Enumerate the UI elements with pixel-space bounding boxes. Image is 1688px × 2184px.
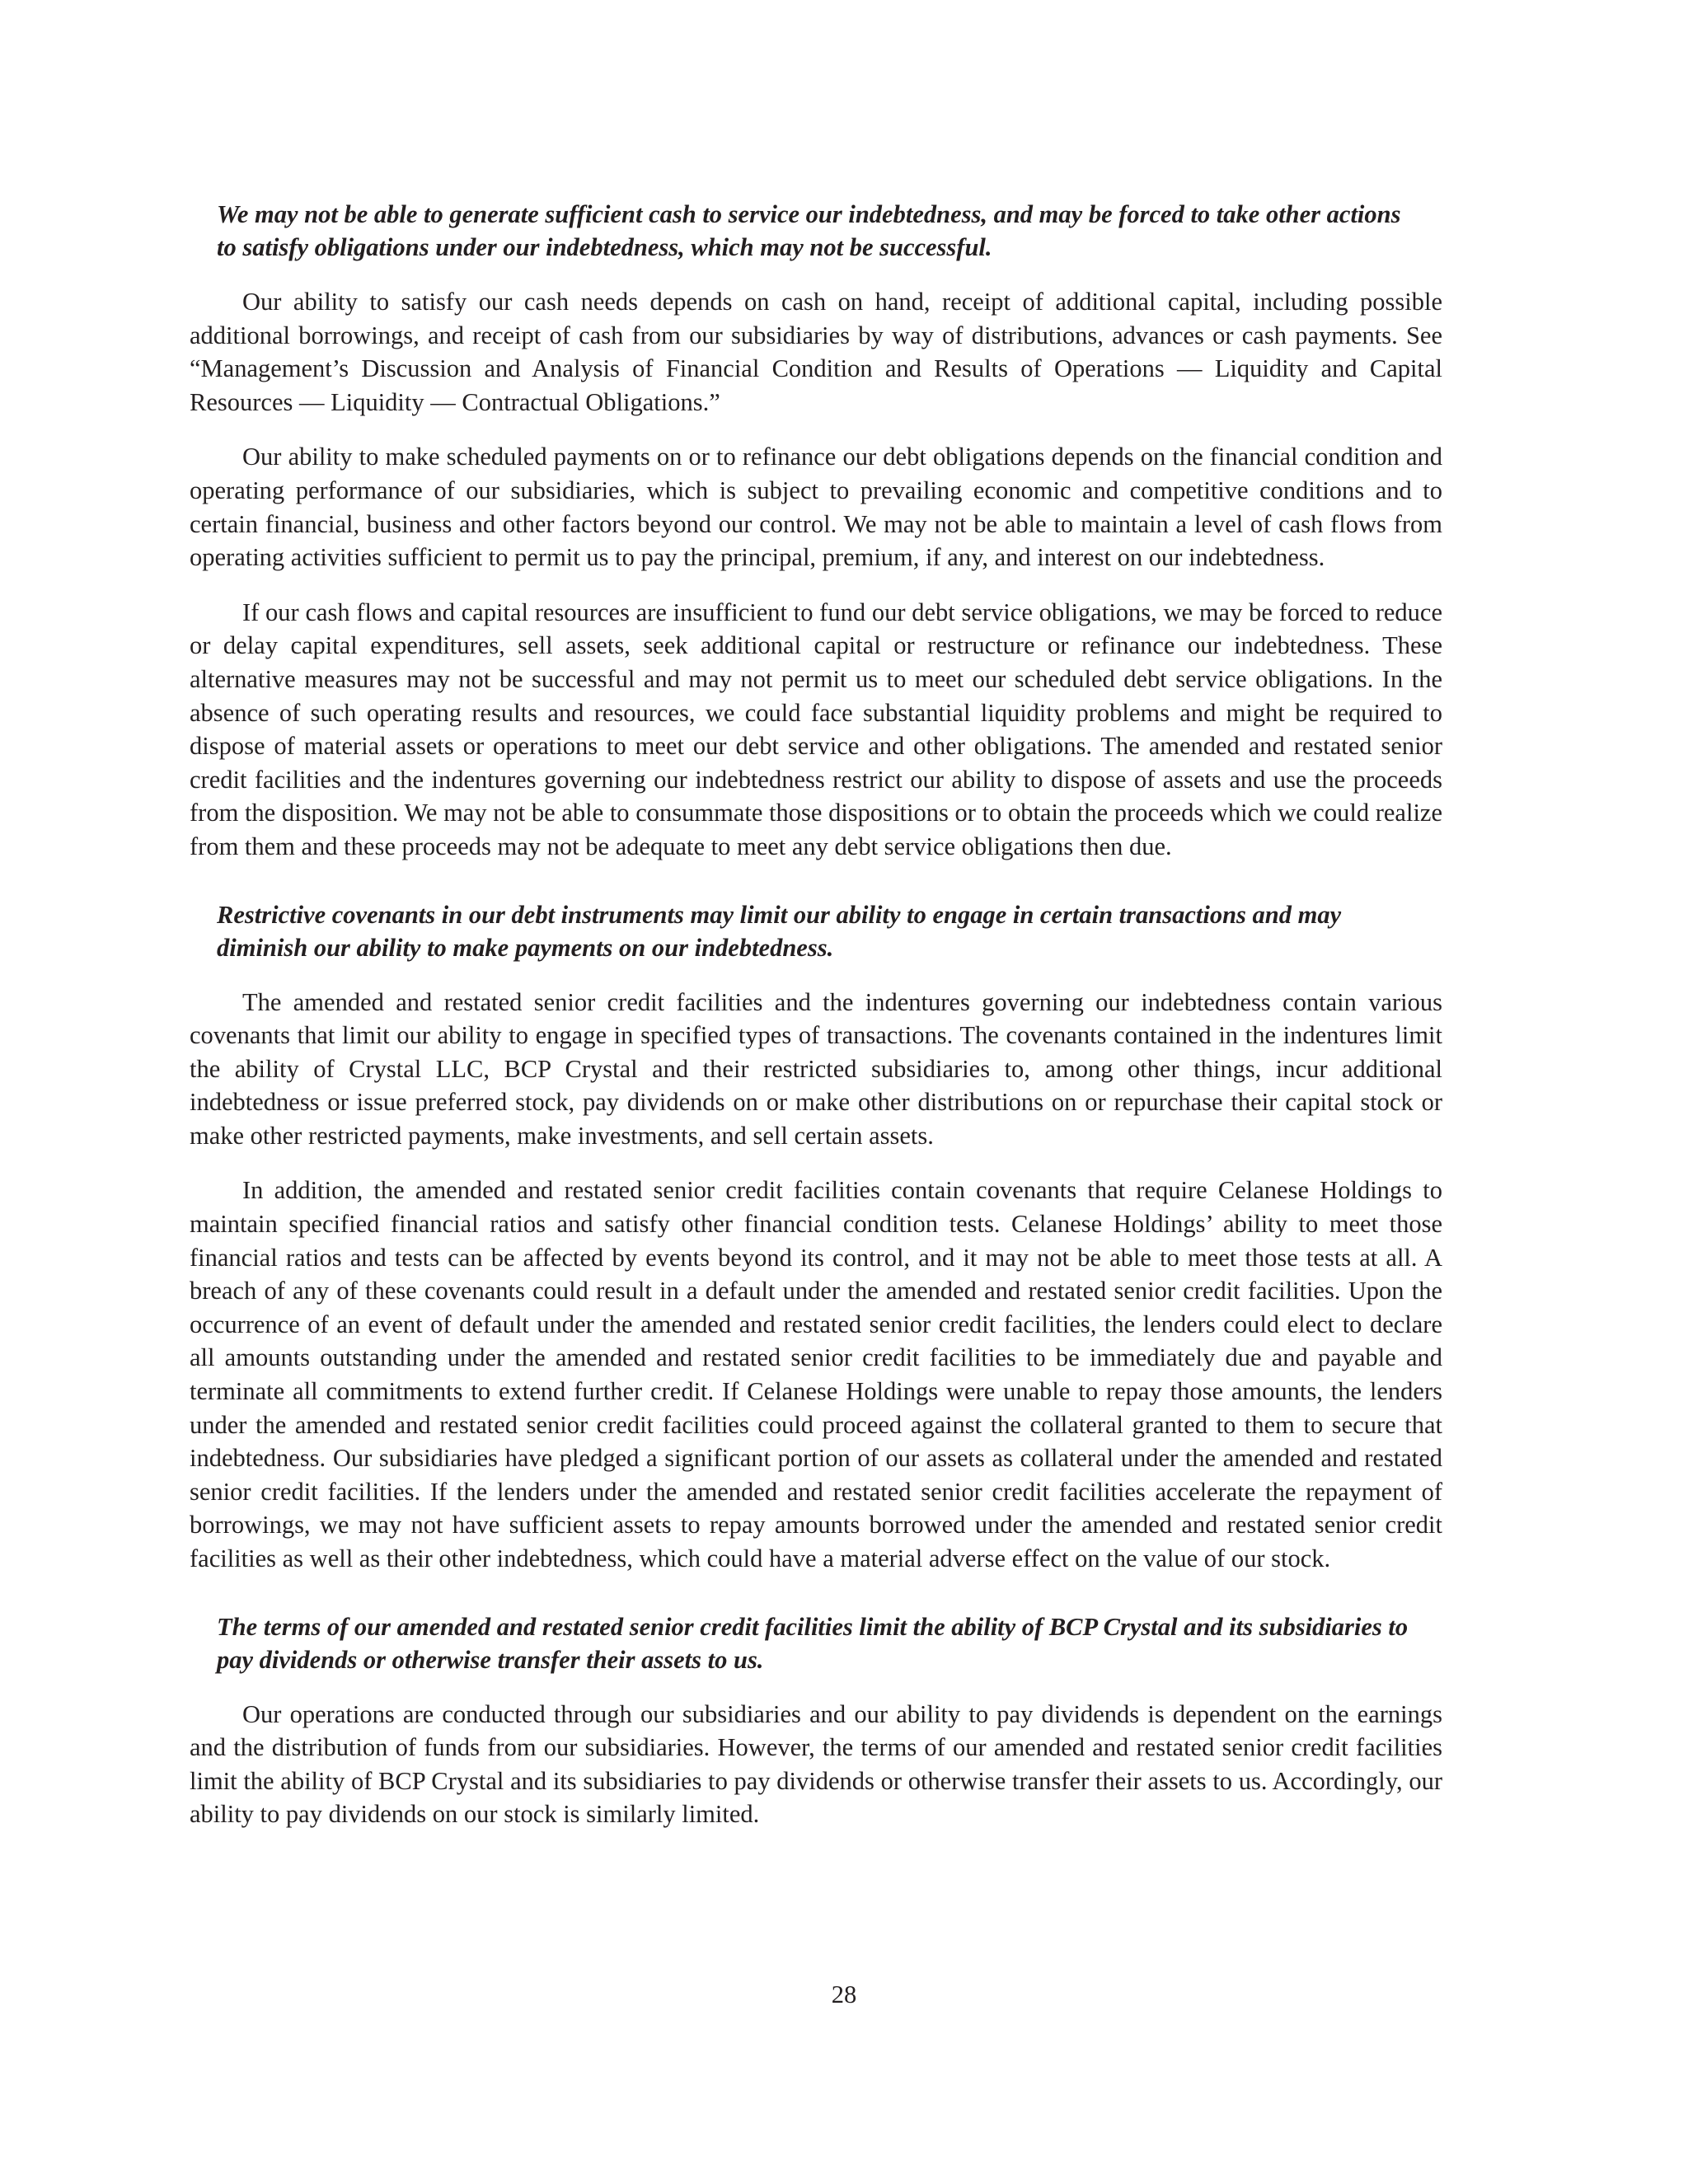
body-paragraph: Our operations are conducted through our subsidiaries and our ability to pay dividends is dependent on the earnings and the distribution of funds from our subsidiaries. However, the terms of our amended and restated senior credit facilities limit the ability of BCP Crystal and its subsidiaries to pay dividends or otherwise transfer their assets to us. Accordingly, our ability to pay dividends on our stock is similarly limited. bbox=[190, 1699, 1442, 1829]
document-page bbox=[190, 198, 1442, 1853]
section-heading: The terms of our amended and restated senior credit facilities limit the ability of BCP Crystal and its subsidiaries to pay dividends or otherwise transfer their assets to us. bbox=[217, 1612, 1409, 1674]
section-cash-service bbox=[190, 198, 1442, 864]
section-heading: Restrictive covenants in our debt instruments may limit our ability to engage in certain transactions and may diminish our ability to make payments on our indebtedness. bbox=[217, 900, 1342, 962]
body-paragraph: The amended and restated senior credit facilities and the indentures governing our indebtedness contain various covenants that limit our ability to engage in specified types of transactions. The covenants contained in the indentures limit the ability of Crystal LLC, BCP Crystal and their restricted subsidiaries to, among other things, incur additional indebtedness or issue preferred stock, pay dividends on or make other distributions on or repurchase their capital stock or make other restricted payments, make investments, and sell certain assets. bbox=[190, 987, 1442, 1150]
section-heading: We may not be able to generate sufficient cash to service our indebtedness, and may be forced to take other actions to satisfy obligations under our indebtedness, which may not be successful. bbox=[217, 200, 1401, 261]
body-paragraph: Our ability to satisfy our cash needs depends on cash on hand, receipt of additional capital, including possible additional borrowings, and receipt of cash from our subsidiaries by way of distributions, advances or cash payments. See “Management’s Discussion and Analysis of Financial Condition and Results of Operations — Liquidity and Capital Resources — Liquidity — Contractual Obligations.” bbox=[190, 288, 1442, 416]
body-paragraph: In addition, the amended and restated senior credit facilities contain covenants that require Celanese Holdings to maintain specified financial ratios and satisfy other financial condition tests. Celanese Holdings’ ability to meet those financial ratios and tests can be affected by events beyond its control, and it may not be able to meet those tests at all. A breach of any of these covenants could result in a default under the amended and restated senior credit facilities. Upon the occurrence of an event of default under the amended and restated senior credit facilities, the lenders could elect to declare all amounts outstanding under the amended and restated senior credit facilities to be immediately due and payable and terminate all commitments to extend further credit. If Celanese Holdings were unable to repay those amounts, the lenders under the amended and restated senior credit facilities could proceed against the collateral granted to them to secure that indebtedness. Our subsidiaries have pledged a significant portion of our assets as collateral under the amended and restated senior credit facilities. If the lenders under the amended and restated senior credit facilities accelerate the repayment of borrowings, we may not have sufficient assets to repay amounts borrowed under the amended and restated senior credit facilities as well as their other indebtedness, which could have a material adverse effect on the value of our stock. bbox=[190, 1176, 1442, 1572]
section-dividend-limits bbox=[190, 1610, 1442, 1831]
section-restrictive-covenants bbox=[190, 898, 1442, 1576]
page-number: 28 bbox=[831, 1980, 857, 2008]
body-paragraph: If our cash flows and capital resources are insufficient to fund our debt service obligations, we may be forced to reduce or delay capital expenditures, sell assets, seek additional capital or restructure or refinance our indebtedness. These alternative measures may not be successful and may not permit us to meet our scheduled debt service obligations. In the absence of such operating results and resources, we could face substantial liquidity problems and might be required to dispose of material assets or operations to meet our debt service and other obligations. The amended and restated senior credit facilities and the indentures governing our indebtedness restrict our ability to dispose of assets and use the proceeds from the disposition. We may not be able to consummate those dispositions or to obtain the proceeds which we could realize from them and these proceeds may not be adequate to meet any debt service obligations then due. bbox=[190, 598, 1442, 860]
body-paragraph: Our ability to make scheduled payments on or to refinance our debt obligations depends on the financial condition and operating performance of our subsidiaries, which is subject to prevailing economic and competitive conditions and to certain financial, business and other factors beyond our control. We may not be able to maintain a level of cash flows from operating activities sufficient to permit us to pay the principal, premium, if any, and interest on our indebtedness. bbox=[190, 443, 1442, 572]
